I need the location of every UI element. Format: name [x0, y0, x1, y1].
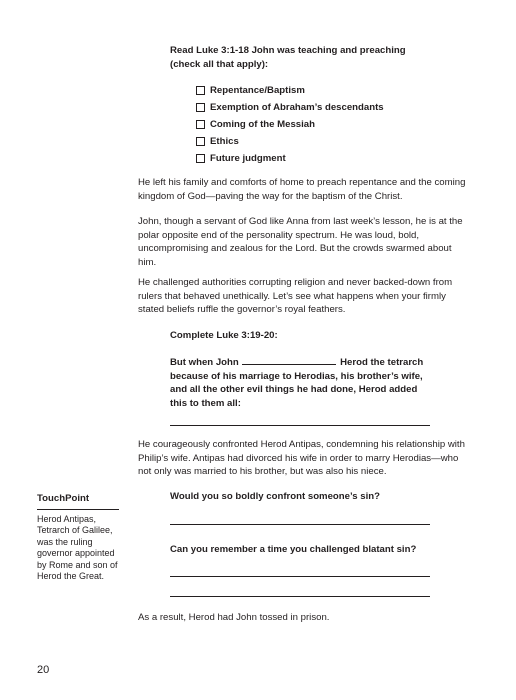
checklist-item[interactable]: [196, 150, 384, 167]
page-number: 20: [37, 664, 50, 676]
checklist-item-label: Coming of the Messiah: [210, 119, 316, 130]
answer-line[interactable]: [170, 425, 430, 426]
checklist-item[interactable]: [196, 116, 384, 133]
paragraph-4: He courageously confronted Herod Antipas, condemning his relationship with Philip’s wife. Antipas had divorced his wife in order to marry Herodias—who not only was married to his brother, but was also his niece.: [138, 439, 465, 478]
verse-after-blank: Herod the tetrarch because of his marriage to Herodias, his brother’s wife, and all the other evil things he had done, Herod added this to them all:: [170, 357, 424, 409]
verse-before-blank: But when John: [170, 357, 239, 368]
question-2: Can you remember a time you challenged blatant sin?: [170, 544, 417, 555]
checklist-item-label: Ethics: [210, 136, 239, 147]
read-prompt-line2: (check all that apply):: [170, 58, 269, 70]
checklist-item-label: Repentance/Baptism: [210, 85, 305, 96]
complete-heading: Complete Luke 3:19-20:: [170, 330, 278, 341]
paragraph-5: As a result, Herod had John tossed in prison.: [138, 612, 330, 623]
checklist-item[interactable]: [196, 82, 384, 99]
answer-line[interactable]: [170, 524, 430, 525]
checklist-item-label: Exemption of Abraham’s descendants: [210, 102, 384, 113]
touchpoint-text: Herod Antipas, Tetrarch of Galilee, was the ruling governor appointed by Rome and son of Herod the Great.: [37, 514, 118, 582]
topic-checklist: [196, 82, 384, 167]
checkbox-icon[interactable]: [196, 154, 205, 163]
checkbox-icon[interactable]: [196, 86, 205, 95]
answer-line[interactable]: [170, 576, 430, 577]
paragraph-3: He challenged authorities corrupting religion and never backed-down from rulers that behaved unethically. Let’s see what happens when your firmly stated beliefs ruffle the governor’s royal feathers.: [138, 277, 453, 316]
touchpoint-sidebar: [37, 493, 119, 582]
checkbox-icon[interactable]: [196, 137, 205, 146]
complete-verse: [170, 354, 432, 410]
checklist-item[interactable]: [196, 133, 384, 150]
checkbox-icon[interactable]: [196, 120, 205, 129]
read-prompt: [170, 44, 460, 71]
paragraph-1: He left his family and comforts of home to preach repentance and the coming kingdom of God—paving the way for the baptism of the Christ.: [138, 177, 466, 202]
answer-line[interactable]: [170, 596, 430, 597]
checkbox-icon[interactable]: [196, 103, 205, 112]
checklist-item-label: Future judgment: [210, 153, 286, 164]
checklist-item[interactable]: [196, 99, 384, 116]
verse-fill-blank[interactable]: [242, 354, 336, 365]
question-1: Would you so boldly confront someone’s sin?: [170, 491, 381, 502]
paragraph-2: John, though a servant of God like Anna from last week’s lesson, he is at the polar opposite end of the personality spectrum. He was loud, bold, uncompromising and zealous for the Lord. But the crowds swarmed about him.: [138, 216, 463, 268]
read-prompt-line1: Read Luke 3:1-18 John was teaching and preaching: [170, 45, 406, 56]
touchpoint-title: TouchPoint: [37, 493, 119, 510]
